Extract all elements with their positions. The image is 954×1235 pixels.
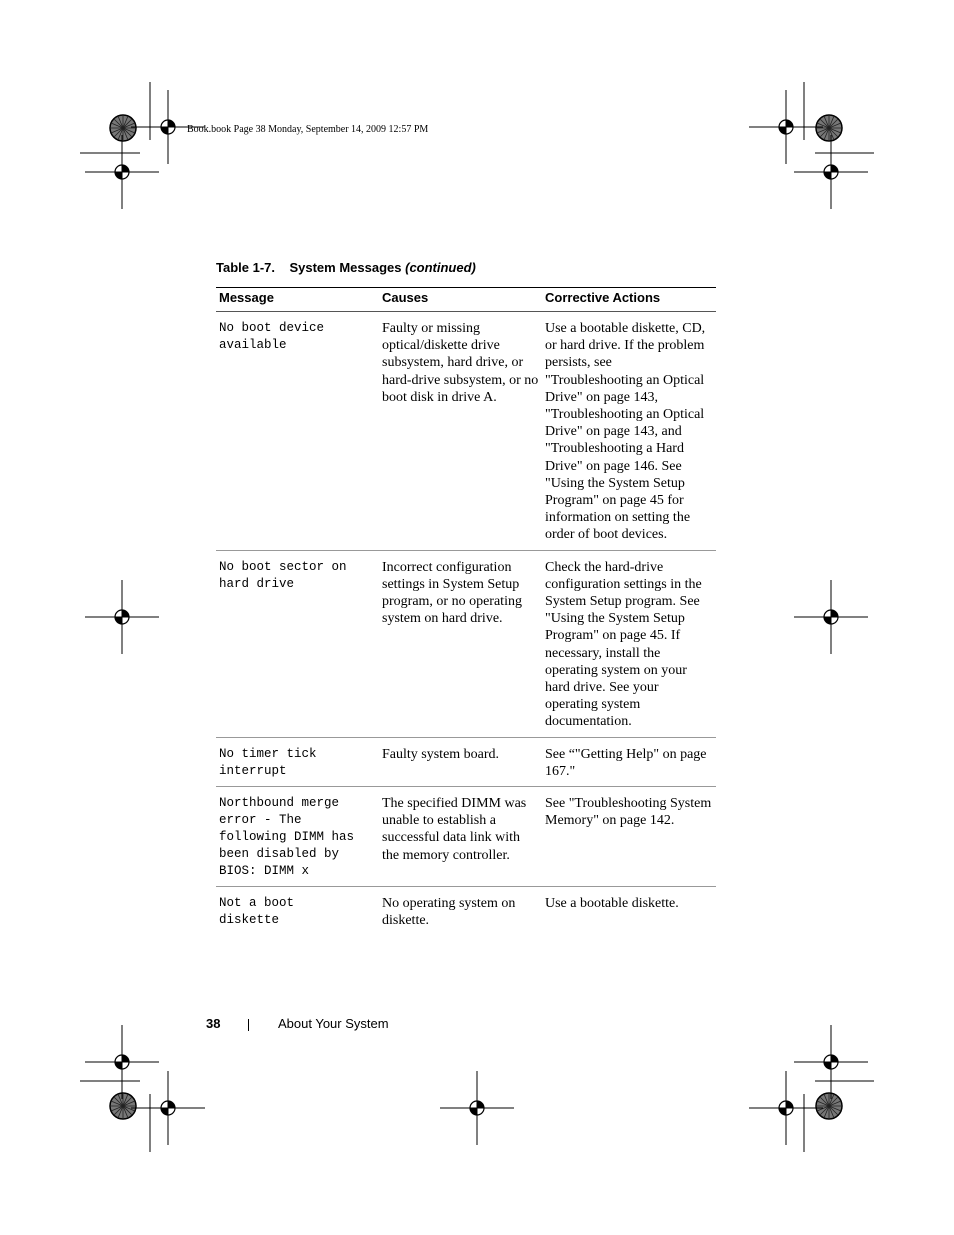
page-number: 38	[206, 1016, 221, 1031]
table-title: System Messages	[289, 260, 402, 275]
action-cell: See “"Getting Help" on page 167."	[542, 737, 716, 786]
message-cell: No timer tick interrupt	[216, 737, 379, 786]
cause-cell: No operating system on diskette.	[382, 896, 516, 929]
action-cell: See "Troubleshooting System Memory" on page 142.	[542, 787, 716, 887]
cause-cell: The specified DIMM was unable to establish a successful data link with the memory controller.	[379, 787, 542, 887]
message-cell: No boot device available	[216, 312, 379, 551]
cause-cell: Incorrect configuration settings in System Setup program, or no operating system on hard drive.	[379, 550, 542, 737]
folio-divider	[248, 1019, 249, 1031]
message-cell: No boot sector on hard drive	[216, 550, 379, 737]
action-cell: Check the hard-drive configuration settings in the System Setup program. See "Using the System Setup Program" on page 45. If necessary, install the operating system on your hard drive. See your operating system documentation.	[542, 550, 716, 737]
table-row	[216, 787, 716, 887]
table-row	[216, 887, 716, 936]
table-row	[216, 312, 716, 551]
header-corrective-actions: Corrective Actions	[542, 288, 716, 312]
header-causes: Causes	[379, 288, 542, 312]
running-footer-title: About Your System	[278, 1016, 389, 1031]
message-cell: Not a boot diskette	[219, 896, 295, 928]
table-row	[216, 550, 716, 737]
header-message: Message	[216, 288, 379, 312]
table-row	[216, 737, 716, 786]
table-label: Table 1-7.	[216, 260, 276, 275]
action-cell: Use a bootable diskette, CD, or hard drive. If the problem persists, see "Troubleshooting an Optical Drive" on page 143, "Troubleshooting an Optical Drive" on page 143, and "Troubleshooting a Hard Drive" on page 146. See "Using the System Setup Program" on page 45 for information on setting the order of boot devices.	[542, 312, 716, 551]
cause-cell: Faulty system board.	[379, 737, 542, 786]
action-cell: Use a bootable diskette.	[545, 896, 679, 912]
cause-cell: Faulty or missing optical/diskette drive subsystem, hard drive, or hard-drive subsystem, or no boot disk in drive A.	[379, 312, 542, 551]
print-slug: Book.book Page 38 Monday, September 14, 2009 12:57 PM	[187, 124, 429, 135]
system-messages-table	[216, 287, 716, 935]
message-cell: Northbound merge error - The following DIMM has been disabled by BIOS: DIMM x	[216, 787, 379, 887]
table-continued: (continued)	[405, 260, 476, 275]
table-header-row	[216, 288, 716, 312]
table-caption	[216, 260, 476, 275]
